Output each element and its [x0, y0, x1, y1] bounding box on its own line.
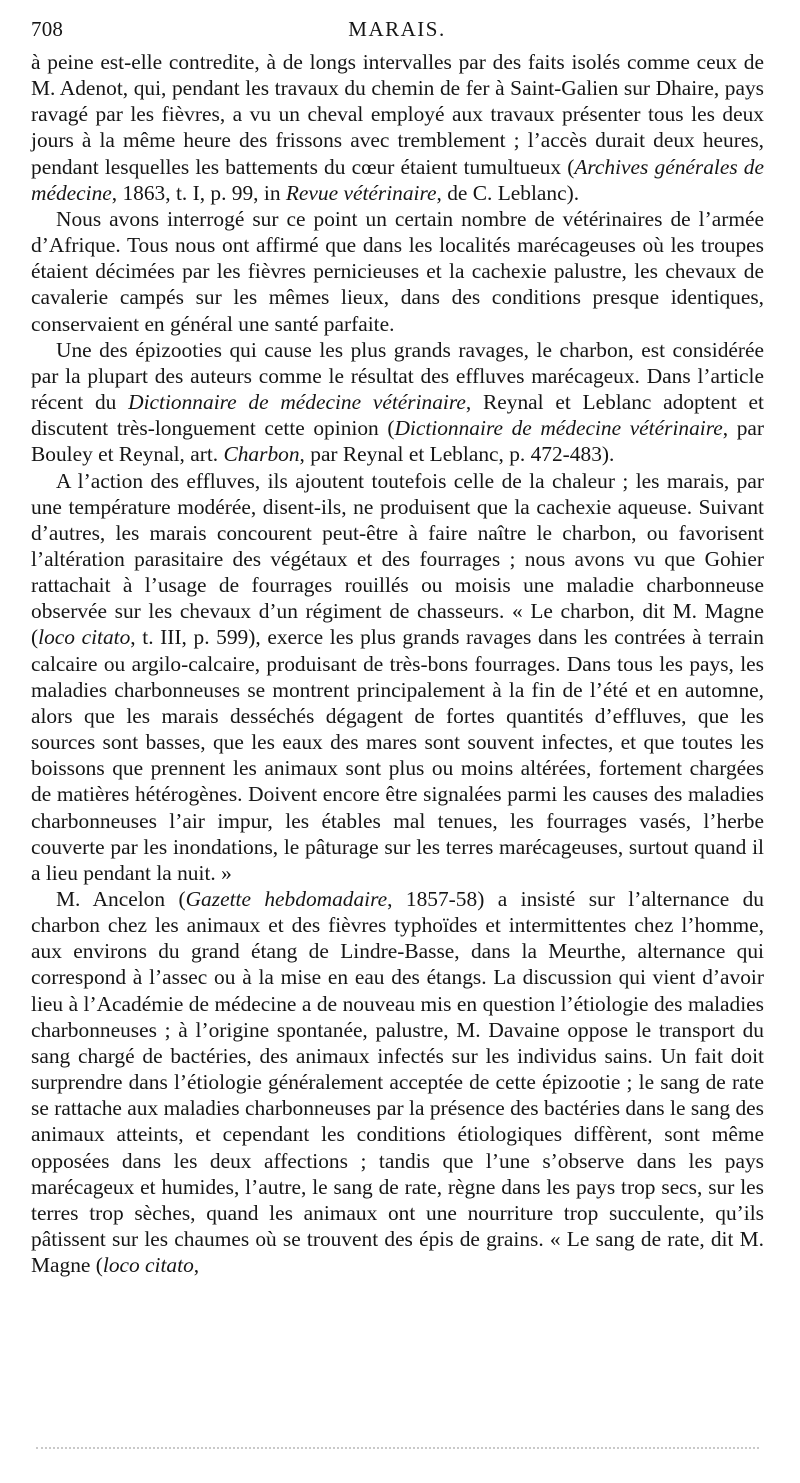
italic-title: loco citato	[102, 1253, 194, 1278]
paragraph	[31, 337, 764, 468]
paragraph	[31, 206, 764, 337]
text-run: , t. III, p. 599), exerce les plus grands ravages dans les contrées à terrain calcaire ou argilo-calcaire, produisant de très-bons fourrages. Dans tous les pays, les maladies charbonneuses se montrent principalement à la fin de l’été et en automne, alors que les marais desséchés dégagent de fortes quantités d’effluves, que les sources sont basses, que les eaux des mares sont souvent infectes, et que toutes les boissons que prennent les animaux sont plus ou moins altérées, fortement chargées de matières hétérogènes. Doivent encore être signalées parmi les causes des maladies charbonneuses l’air impur, les étables mal tenues, les fourrages vasés, l’herbe couverte par les inondations, le pâturage sur les terres marécageuses, surtout quand il a lieu pendant la nuit. »	[31, 625, 765, 885]
paragraph	[31, 49, 764, 206]
text-run: A l’action des effluves, ils ajoutent toutefois celle de la chaleur ; les marais, par une température modérée, disent-ils, ne produisent que la cachexie aqueuse. Suivant d’autres, les marais concourent peut-être à faire naître le charbon, ou favorisent l’altération parasitaire des végétaux et des fourrages ; nous avons vu que Gohier rattachait à l’usage de fourrages rouillés ou moisis une maladie charbonneuse observée sur les chevaux d’un régiment de chasseurs. « Le charbon, dit M. Magne (	[31, 468, 764, 650]
text-run: M. Ancelon (	[56, 887, 186, 911]
italic-title: Dictionnaire de médecine vétérinaire	[128, 390, 466, 415]
text-run: , par Bouley et Reynal, art.	[31, 416, 765, 467]
text-run: Une des épizooties qui cause les plus grands ravages, le charbon, est considérée par la plupart des auteurs comme le résultat des effluves marécageux. Dans l’article récent du	[31, 337, 764, 415]
italic-title: Charbon	[223, 442, 300, 467]
footer-rule	[36, 1447, 759, 1449]
text-run: ,	[193, 1253, 200, 1278]
text-run: , 1857-58) a insisté sur l’alternance du charbon chez les animaux et des fièvres typhoïdes et intermittentes chez l’homme, aux environs du grand étang de Lindre-Basse, dans la Meurthe, alternance qui correspond à l’assec ou à la mise en eau des étangs. La discussion qui vient d’avoir lieu à l’Académie de médecine a de nouveau mis en question l’étiologie des maladies charbonneuses ; à l’origine spontanée, palustre, M. Davaine oppose le transport du sang chargé de bactéries, des animaux infectés sur les individus sains. Un fait doit surprendre dans l’étiologie généralement acceptée de cette épizootie ; le sang de rate se rattache aux maladies charbonneuses par la présence des bactéries dans le sang des animaux atteints, et cependant les conditions étiologiques diffèrent, sont même opposées dans les deux affections ; tandis que l’une s’observe dans les pays marécageux et humides, l’autre, le sang de rate, règne dans les pays trop secs, sur les terres trop sèches, quand les animaux ont une nourriture trop succulente, qu’ils pâtissent sur les chaumes où se trouvent des épis de grains. « Le sang de rate, dit M. Magne (	[31, 887, 764, 1278]
italic-title: Archives générales de médecine	[31, 154, 764, 205]
text-run: Nous avons interrogé sur ce point un certain nombre de vétérinaires de l’armée d’Afrique. Tous nous ont affirmé que dans les localités marécageuses où les troupes étaient décimées par les fièvres pernicieuses et la cachexie palustre, les chevaux de cavalerie campés sur les mêmes lieux, dans des conditions presque identiques, conservaient en général une santé parfaite.	[31, 206, 764, 336]
running-title: MARAIS.	[348, 17, 446, 41]
text-run: , de C. Leblanc).	[436, 180, 580, 205]
italic-title: Dictionnaire de médecine vétérinaire	[394, 416, 723, 441]
italic-title: Gazette hebdomadaire	[185, 887, 388, 911]
paragraph	[31, 886, 764, 1278]
text-run: , par Reynal et Leblanc, p. 472-483).	[299, 442, 615, 467]
italic-title: Revue vétérinaire	[285, 180, 437, 205]
text-run: à peine est-elle contredite, à de longs intervalles par des faits isolés comme ceux de M. Adenot, qui, pendant les travaux du chemin de fer à Saint-Galien sur Dhaire, pays ravagé par les fièvres, a vu un cheval employé aux travaux présenter tous les deux jours à la même heure des frissons avec tremblement ; l’accès durait deux heures, pendant lesquelles les battements du cœur étaient tumultueux (	[31, 50, 764, 179]
page-number: 708	[31, 17, 64, 41]
body-text	[31, 49, 764, 1278]
text-run: , 1863, t. I, p. 99, in	[111, 180, 286, 205]
paragraph	[31, 468, 764, 887]
page-header	[31, 14, 763, 44]
text-run: , Reynal et Leblanc adoptent et discutent très-longuement cette opinion (	[31, 390, 764, 441]
italic-title: loco citato	[38, 625, 131, 650]
